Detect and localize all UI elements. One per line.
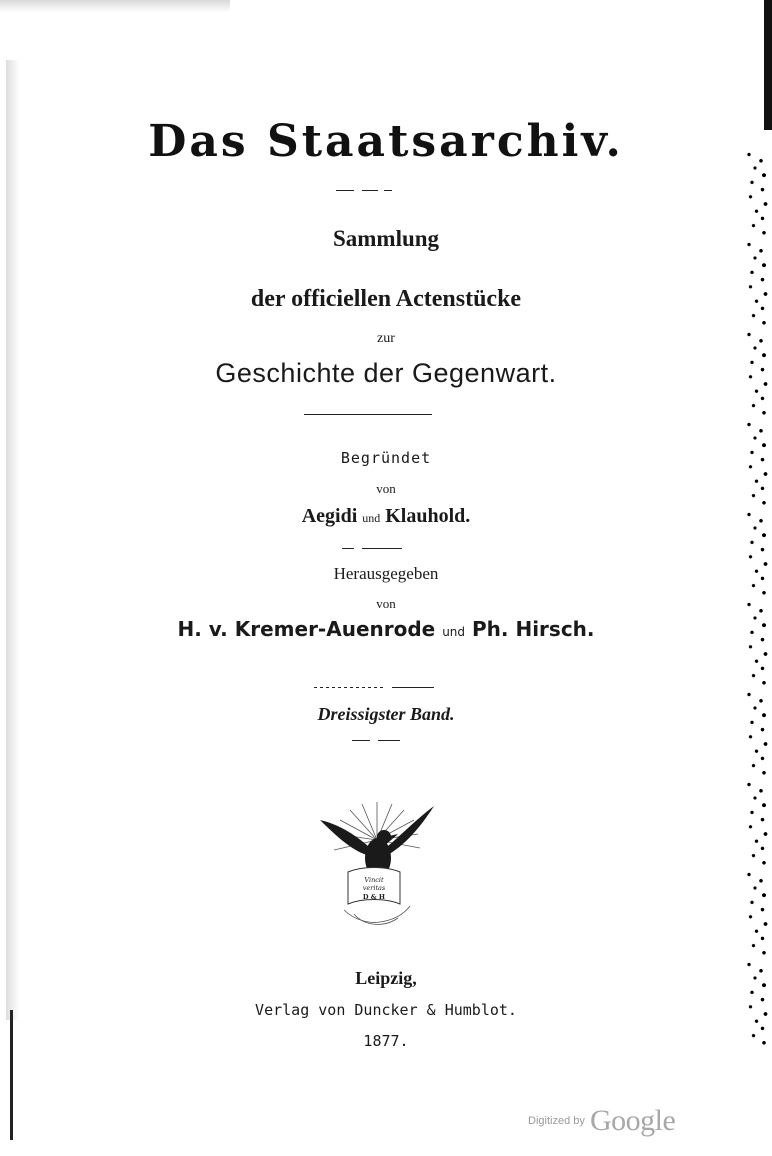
scan-shadow-left — [6, 60, 20, 1020]
subtitle-sammlung: Sammlung — [332, 226, 440, 251]
svg-text:D & H: D & H — [362, 893, 386, 901]
divider-rule-1c — [384, 190, 392, 191]
imprint-year: 1877. — [363, 1032, 409, 1050]
imprint-place: Leipzig, — [355, 968, 417, 988]
google-logo-text: Google — [589, 1104, 676, 1137]
scan-edge-right — [764, 0, 772, 130]
subtitle-actenstuecke: der officiellen Actenstücke — [250, 286, 522, 312]
publisher-eagle-emblem — [314, 800, 440, 930]
divider-rule-1 — [336, 190, 354, 191]
subtitle-geschichte: Geschichte der Gegenwart. — [215, 358, 557, 388]
founded-label: Begründet — [340, 449, 432, 467]
divider-rule-4b — [392, 687, 434, 688]
divider-rule-4 — [314, 687, 384, 688]
emblem-base-flourish — [344, 906, 410, 924]
svg-text:Vincit: Vincit — [364, 876, 384, 884]
founder-klauhold: Klauhold. — [385, 505, 471, 527]
google-watermark — [528, 1104, 675, 1138]
editor-label: Herausgegeben — [333, 564, 439, 583]
editor-von: von — [376, 596, 396, 611]
scan-shadow-top — [0, 0, 230, 12]
divider-rule-3 — [342, 548, 354, 549]
divider-rule-5b — [378, 740, 400, 741]
editors-und: und — [442, 625, 466, 639]
imprint-publisher: Verlag von Duncker & Humblot. — [255, 1001, 517, 1019]
founded-von: von — [376, 481, 396, 496]
divider-rule-3b — [362, 548, 402, 549]
divider-rule-1b — [362, 190, 378, 191]
founders — [0, 505, 772, 528]
scan-edge-left — [10, 1010, 13, 1140]
divider-rule-5 — [352, 740, 370, 741]
founders-und: und — [362, 511, 381, 525]
svg-text:veritas: veritas — [362, 884, 386, 892]
editor-kremer-auenrode: H. v. Kremer-Auenrode — [177, 617, 436, 641]
volume-label: Dreissigster Band. — [317, 704, 455, 724]
watermark-digitized-label: Digitized by — [528, 1115, 585, 1127]
editors — [0, 617, 772, 641]
founder-aegidi: Aegidi — [301, 505, 358, 527]
subtitle-zur: zur — [377, 331, 395, 346]
book-title: Das Staatsarchiv. — [148, 116, 624, 167]
banner-scroll — [348, 868, 400, 905]
editor-hirsch: Ph. Hirsch. — [472, 617, 595, 641]
divider-rule-2 — [304, 414, 432, 415]
